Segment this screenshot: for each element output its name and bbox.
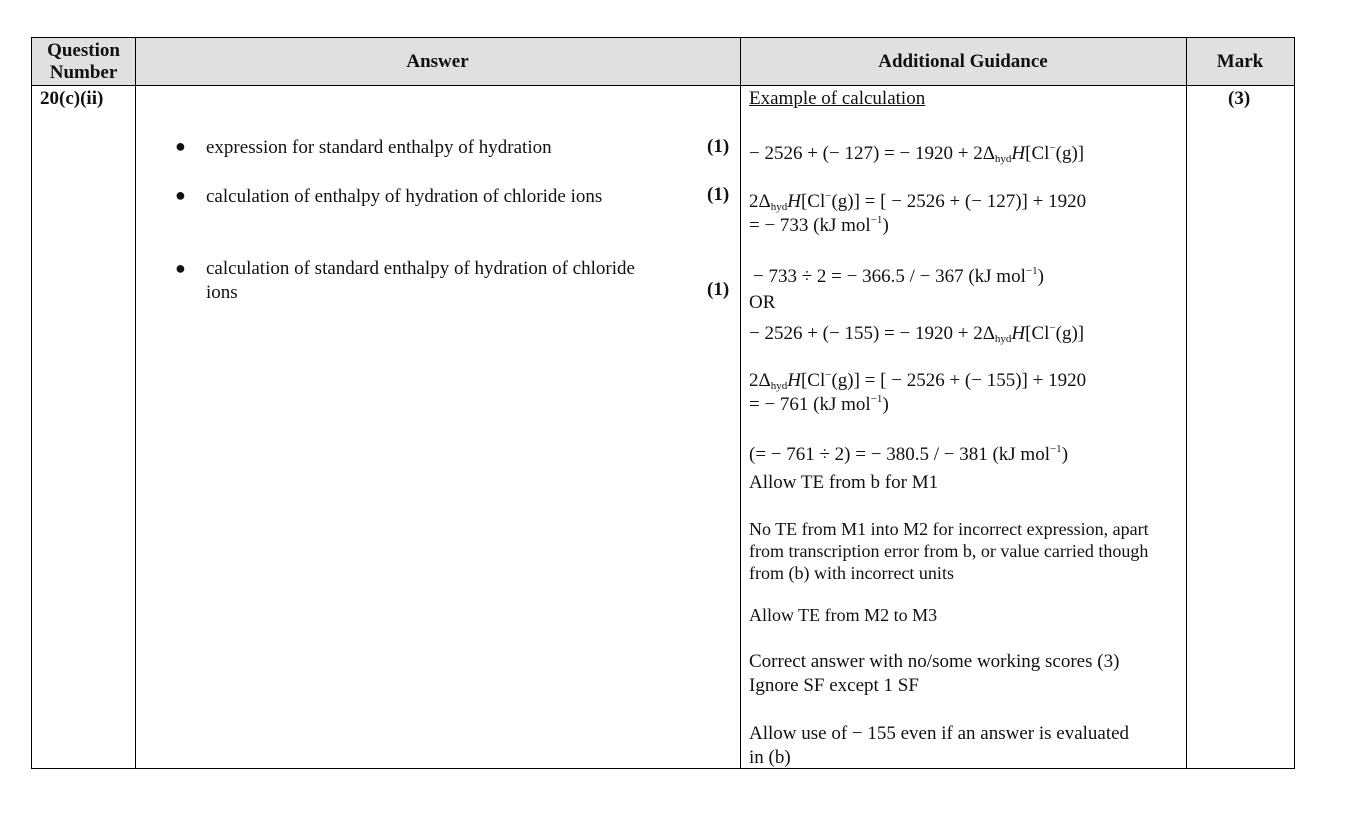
example-heading: Example of calculation [749, 88, 926, 109]
column-divider-1 [135, 38, 136, 768]
guidance-ignore-sf: Ignore SF except 1 SF [749, 675, 919, 696]
equation-m1: − 2526 + (− 127) = − $1920 + 2\Delta_{hyd}H[Cl^-(g)]$ [749, 142, 1085, 165]
answer-point-mark: (1) [707, 279, 730, 300]
alt-equation-m2-line2: = − 761 (kJ mol$^{-1}$) [749, 393, 889, 415]
guidance-correct-answer: Correct answer with no/some working scores (3) [749, 651, 1120, 672]
answer-point-mark: (1) [707, 184, 730, 205]
answer-point-text-line1: calculation of standard enthalpy of hydration of chloride [206, 258, 635, 279]
equation-m2-line1: $2\Delta_{hyd}H[Cl^-(g)]$ = [ − 2526 + (− 127)] + 1920 [749, 190, 1087, 213]
header-answer: Answer [406, 51, 469, 72]
or-label: OR [749, 292, 776, 313]
answer-point-text-line2: ions [206, 282, 238, 303]
header-divider [32, 85, 1294, 86]
header-question-number: Question Number [47, 40, 120, 83]
alt-equation-m2-line1: $2\Delta_{hyd}H[Cl^-(g)]$ = [ − 2526 + (− 155)] + 1920 [749, 369, 1087, 392]
guidance-allow-155-line2: in (b) [749, 747, 791, 768]
mark-scheme-table [31, 37, 1295, 769]
equation-m2-line2: = − 733 (kJ mol$^{-1}$) [749, 214, 889, 236]
answer-point-mark: (1) [707, 136, 730, 157]
alt-equation-m3: (= − 761 ÷ 2) = − 380.5 / − 381 (kJ mol$^{-1}$) [749, 443, 1069, 465]
bullet-icon: ● [175, 136, 186, 156]
bullet-icon: ● [175, 185, 186, 205]
guidance-te-b-m1: Allow TE from b for M1 [749, 472, 939, 493]
guidance-no-te-line3: from (b) with incorrect units [749, 563, 954, 583]
bullet-icon: ● [175, 258, 186, 278]
equation-m3: − 733 ÷ 2 = − 366.5 / − 367 (kJ mol$^{-1}$) [753, 265, 1044, 287]
answer-point-text: calculation of enthalpy of hydration of chloride ions [206, 186, 603, 207]
guidance-te-m2-m3: Allow TE from M2 to M3 [749, 605, 938, 625]
total-mark: (3) [1228, 88, 1251, 109]
alt-equation-m1: − 2526 + (− 155) = − $1920 + 2\Delta_{hyd}H[Cl^-(g)]$ [749, 322, 1085, 345]
guidance-no-te-line2: from transcription error from b, or value carried though [749, 541, 1149, 561]
guidance-no-te-line1: No TE from M1 into M2 for incorrect expression, apart [749, 519, 1149, 539]
guidance-allow-155-line1: Allow use of − 155 even if an answer is evaluated [749, 723, 1130, 744]
column-divider-3 [1186, 38, 1187, 768]
column-divider-2 [740, 38, 741, 768]
header-additional-guidance: Additional Guidance [878, 51, 1048, 72]
header-mark: Mark [1216, 51, 1264, 72]
answer-point-text: expression for standard enthalpy of hydration [206, 137, 552, 158]
question-number: 20(c)(ii) [40, 88, 104, 109]
